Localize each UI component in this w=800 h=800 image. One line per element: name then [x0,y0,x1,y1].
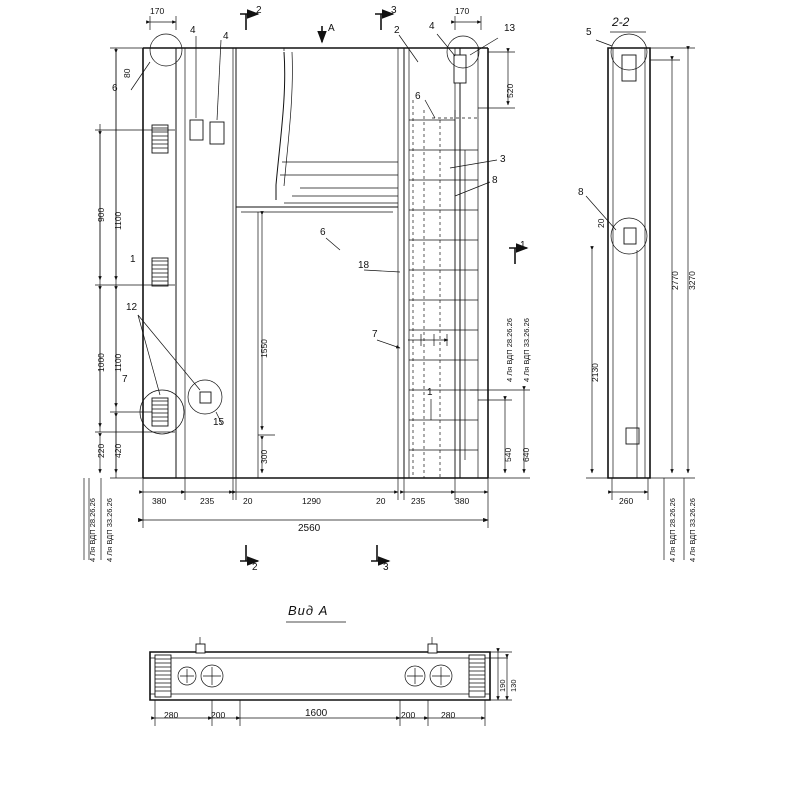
dim-640: 640 [521,447,531,462]
dim-540: 540 [503,447,513,462]
callout-18: 18 [358,260,370,271]
dim-2770: 2770 [670,271,680,290]
callout-4-right: 4 [429,21,435,32]
section-2-top: 2 [256,5,262,16]
rebar-note-left-1: 4 Ля ВДП 28.26.26 [88,498,97,562]
dim-520: 520 [505,83,515,98]
callout-2-top: 2 [394,25,400,36]
callout-6-mid: 6 [320,227,326,238]
rebar-note-mid-1: 4 Ля ВДП 28.26.26 [505,318,514,382]
dim-2560: 2560 [298,523,321,534]
rebar-note-mid-2: 4 Ля ВДП 33.26.26 [522,318,531,382]
callout-1-lower: 1 [427,387,433,398]
dim-380-left: 380 [152,496,167,506]
dim-130: 130 [509,679,518,692]
dim-280-left: 280 [164,710,179,720]
callout-3: 3 [500,154,506,165]
dim-3270: 3270 [687,271,697,290]
dim-2130: 2130 [590,363,600,382]
dim-235-right: 235 [411,496,426,506]
dim-1550: 1550 [259,339,269,358]
rebar-note-left-2: 4 Ля ВДП 33.26.26 [105,498,114,562]
callout-7-left: 7 [122,374,128,385]
callout-13: 13 [504,23,516,34]
arrow-a-label: А [328,23,335,34]
dim-170-left: 170 [150,6,165,16]
dim-300: 300 [259,449,269,464]
section-2-bottom: 2 [252,562,258,573]
dim-1000: 1000 [96,353,106,372]
section-1-left: 1 [130,254,136,265]
dim-380-right: 380 [455,496,470,506]
callout-12: 12 [126,302,138,313]
dim-900: 900 [96,207,106,222]
section-3-bottom: 3 [383,562,389,573]
dim-280-right: 280 [441,710,456,720]
callout-4-left: 4 [190,25,196,36]
callout-4-left2: 4 [223,31,229,42]
dim-190: 190 [498,679,507,692]
section-title-2-2: 2-2 [612,15,630,29]
callout-80: 80 [122,68,132,78]
callout-15: 15 [213,417,225,428]
dim-420: 420 [113,443,123,458]
view-a-title: Вид А [288,603,329,618]
dim-1600: 1600 [305,708,328,719]
dim-220: 220 [96,443,106,458]
dim-170-right: 170 [455,6,470,16]
dim-20-right: 20 [376,496,386,506]
callout-8: 8 [492,175,498,186]
callout-6-left: 6 [112,83,118,94]
callout-6-right: 6 [415,91,421,102]
dim-1290: 1290 [302,496,321,506]
dim-20-left: 20 [243,496,253,506]
callout-5: 5 [586,27,592,38]
rebar-note-right-1: 4 Ля ВДП 28.26.26 [668,498,677,562]
dim-235-left: 235 [200,496,215,506]
callout-7-mid: 7 [372,329,378,340]
rebar-note-right-2: 4 Ля ВДП 33.26.26 [688,498,697,562]
section-1-right: 1 [520,240,526,251]
dim-1100-lower: 1100 [113,353,123,372]
callout-8-section: 8 [578,187,584,198]
dim-200-left: 200 [211,710,226,720]
dim-20-section: 20 [596,218,606,228]
section-3-top: 3 [391,5,397,16]
dim-200-right: 200 [401,710,416,720]
dim-260: 260 [619,496,634,506]
dim-1100-upper: 1100 [113,211,123,230]
